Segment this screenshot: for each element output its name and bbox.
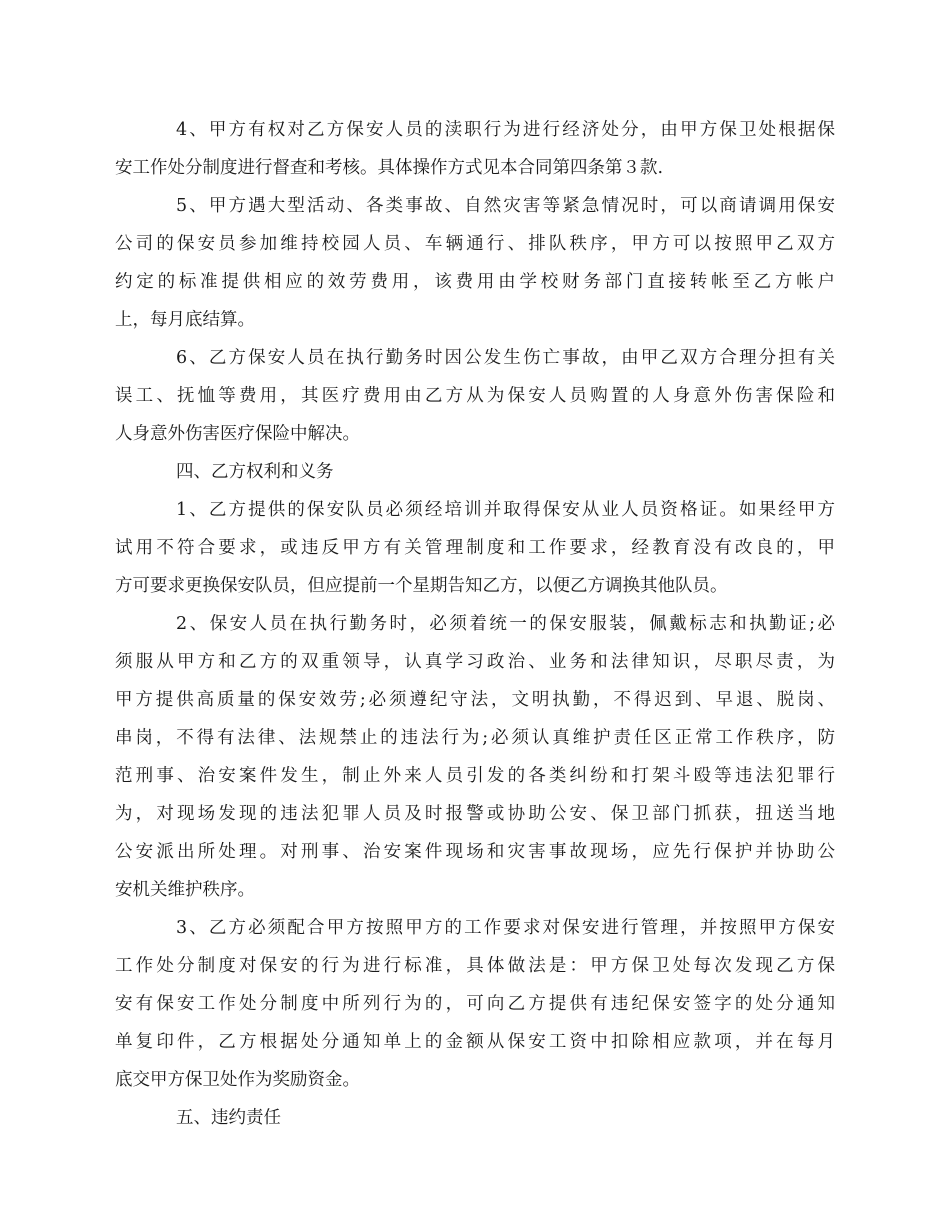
paragraph-line: 甲方提供高质量的保安效劳;必须遵纪守法，文明执勤，不得迟到、早退、脱岗、 (115, 690, 835, 710)
paragraph-line: 人身意外伤害医疗保险中解决。 (115, 424, 360, 444)
section-heading: 四、乙方权利和义务 (176, 462, 334, 482)
paragraph-line: 工作处分制度对保安的行为进行标准，具体做法是：甲方保卫处每次发现乙方保 (115, 956, 835, 976)
paragraph-line: 1、乙方提供的保安队员必须经培训并取得保安从业人员资格证。如果经甲方 (176, 500, 835, 520)
paragraph-line: 安工作处分制度进行督查和考核。具体操作方式见本合同第四条第３款. (115, 158, 664, 178)
paragraph-line: 3、乙方必须配合甲方按照甲方的工作要求对保安进行管理，并按照甲方保安 (176, 918, 835, 938)
paragraph-line: 5、甲方遇大型活动、各类事故、自然灾害等紧急情况时，可以商请调用保安 (176, 196, 835, 216)
paragraph-line: 4、甲方有权对乙方保安人员的渎职行为进行经济处分，由甲方保卫处根据保 (176, 120, 835, 140)
paragraph-line: 2、保安人员在执行勤务时，必须着统一的保安服装，佩戴标志和执勤证;必 (176, 614, 835, 634)
paragraph-line: 须服从甲方和乙方的双重领导，认真学习政治、业务和法律知识，尽职尽责，为 (115, 652, 835, 672)
section-heading: 五、违约责任 (176, 1108, 281, 1128)
paragraph-line: 串岗，不得有法律、法规禁止的违法行为;必须认真维护责任区正常工作秩序，防 (115, 728, 835, 748)
paragraph-line: 安机关维护秩序。 (115, 880, 255, 900)
paragraph-line: 误工、抚恤等费用，其医疗费用由乙方从为保安人员购置的人身意外伤害保险和 (115, 386, 835, 406)
paragraph-line: 范刑事、治安案件发生，制止外来人员引发的各类纠纷和打架斗殴等违法犯罪行 (115, 766, 835, 786)
paragraph-line: 试用不符合要求，或违反甲方有关管理制度和工作要求，经教育没有改良的，甲 (115, 538, 835, 558)
paragraph-line: 上，每月底结算。 (115, 310, 255, 330)
paragraph-line: 公司的保安员参加维持校园人员、车辆通行、排队秩序，甲方可以按照甲乙双方 (115, 234, 835, 254)
paragraph-line: 方可要求更换保安队员，但应提前一个星期告知乙方，以便乙方调换其他队员。 (115, 576, 728, 596)
paragraph-line: 约定的标准提供相应的效劳费用，该费用由学校财务部门直接转帐至乙方帐户 (115, 272, 835, 292)
paragraph-line: 公安派出所处理。对刑事、治安案件现场和灾害事故现场，应先行保护并协助公 (115, 842, 835, 862)
paragraph-line: 安有保安工作处分制度中所列行为的，可向乙方提供有违纪保安签字的处分通知 (115, 994, 835, 1014)
paragraph-line: 6、乙方保安人员在执行勤务时因公发生伤亡事故，由甲乙双方合理分担有关 (176, 348, 835, 368)
paragraph-line: 为，对现场发现的违法犯罪人员及时报警或协助公安、保卫部门抓获，扭送当地 (115, 804, 835, 824)
paragraph-line: 单复印件，乙方根据处分通知单上的金额从保安工资中扣除相应款项，并在每月 (115, 1032, 835, 1052)
paragraph-line: 底交甲方保卫处作为奖励资金。 (115, 1070, 360, 1090)
